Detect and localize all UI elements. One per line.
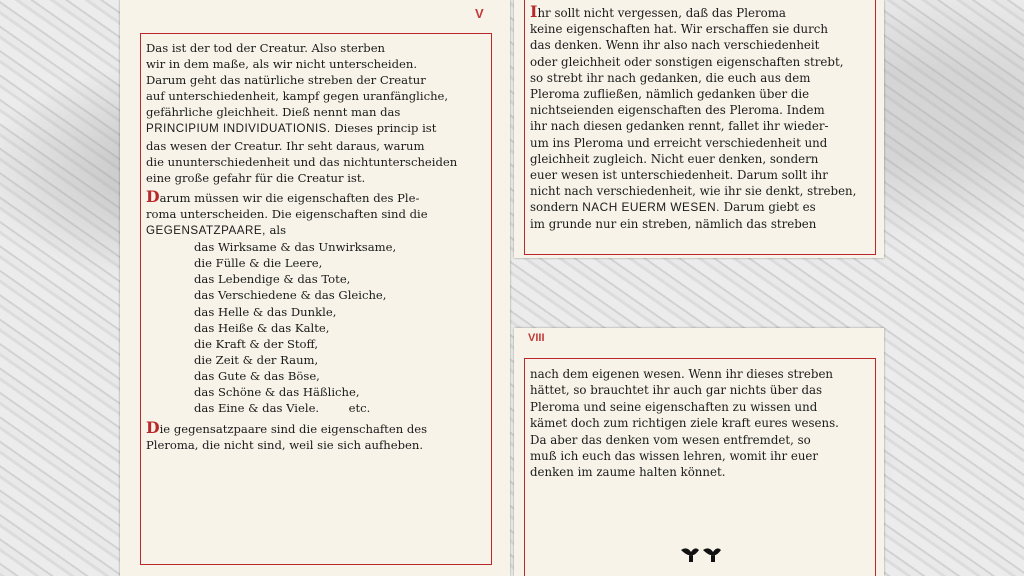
text-fragment: sondern — [530, 200, 583, 215]
list-item: die Zeit & der Raum, — [194, 352, 319, 367]
text-line: so strebt ihr nach gedanken, die euch aus dem — [530, 70, 811, 85]
page-number: VIII — [528, 332, 545, 344]
text-line — [146, 186, 457, 206]
small-caps-term: NACH EUERM WESEN. — [582, 200, 720, 215]
text-line: denken im zaume halten könnet. — [530, 465, 726, 480]
red-initial: D — [146, 186, 160, 206]
text-line: Pleroma und seine eigenschaften zu wissen und — [530, 399, 818, 414]
text-line: keine eigenschaften hat. Wir erschaffen sie durch — [530, 22, 828, 37]
text-line: wir in dem maße, als wir nicht unterscheiden. — [146, 57, 418, 72]
list-item: das Verschiedene & das Gleiche, — [194, 288, 387, 303]
page-number: V — [475, 6, 484, 21]
text-line: muß ich euch das wissen lehren, womit ihr euer — [530, 449, 819, 464]
text-fragment: Darum giebt es — [719, 200, 816, 215]
text-line: Pleroma zufließen, nämlich gedanken über die — [530, 87, 810, 102]
list-item: die Kraft & der Stoff, — [194, 336, 319, 351]
text-line — [530, 2, 856, 21]
list-item: die Fülle & die Leere, — [194, 256, 323, 271]
text-fragment: als — [265, 223, 287, 238]
left-page — [120, 0, 510, 576]
text-line: die ununterschiedenheit und das nichtunterscheiden — [146, 154, 458, 169]
list-item: das Schöne & das Häßliche, — [194, 384, 360, 399]
left-page-text — [146, 40, 457, 453]
text-line: gefährliche gleichheit. Dieß nennt man das — [146, 105, 401, 120]
text-line: hättet, so brauchtet ihr auch gar nichts über das — [530, 383, 823, 398]
bottom-right-page-text — [530, 366, 839, 481]
list-item: das Lebendige & das Tote, — [194, 272, 351, 287]
text-line: eine große gefahr für die Creatur ist. — [146, 170, 366, 185]
text-fragment: arum müssen wir die eigenschaften des Ple- — [159, 190, 420, 205]
text-fragment: Dieses princip ist — [330, 121, 437, 136]
text-line: nichtseienden eigenschaften des Pleroma. Indem — [530, 103, 825, 118]
top-right-page — [514, 0, 884, 258]
text-line: nach dem eigenen wesen. Wenn ihr dieses streben — [530, 367, 834, 381]
text-line: Da aber das denken vom wesen entfremdet, so — [530, 432, 811, 447]
text-line: oder gleichheit oder sonstigen eigenschaften strebt, — [530, 54, 844, 69]
text-line — [146, 222, 457, 239]
list-item: das Helle & das Dunkle, — [194, 304, 337, 319]
text-line: ihr nach diesen gedanken rennt, fallet ihr wieder- — [530, 119, 829, 134]
text-line: kämet doch zum richtigen ziele kraft eures wesens. — [530, 416, 839, 431]
text-line: um ins Pleroma und erreicht verschiedenheit und — [530, 135, 828, 150]
small-caps-term: PRINCIPIUM INDIVIDUATIONIS. — [146, 122, 331, 136]
list-item: das Eine & das Viele. etc. — [194, 401, 371, 416]
fleuron-ornament-icon — [679, 546, 723, 564]
text-fragment: hr sollt nicht vergessen, daß das Pleroma — [537, 6, 786, 20]
text-line: Das ist der tod der Creatur. Also sterben — [146, 41, 386, 55]
list-item: das Gute & das Böse, — [194, 368, 320, 383]
text-line: nicht nach verschiedenheit, wie ihr sie denkt, streben, — [530, 184, 857, 199]
pairs-list — [146, 239, 457, 416]
text-line: auf unterschiedenheit, kampf gegen uranfängliche, — [146, 89, 449, 104]
text-line: das wesen der Creatur. Ihr seht daraus, warum — [146, 138, 425, 153]
list-item: das Heiße & das Kalte, — [194, 320, 330, 335]
small-caps-term: GEGENSATZPAARE, — [146, 224, 266, 238]
text-fragment: ie gegensatzpaare sind die eigenschaften des — [159, 422, 428, 437]
red-initial: I — [530, 2, 538, 21]
text-line: roma unterscheiden. Die eigenschaften sind die — [146, 206, 428, 221]
text-line: Pleroma, die nicht sind, weil sie sich aufheben. — [146, 438, 424, 453]
text-line: im grunde nur ein streben, nämlich das streben — [530, 216, 817, 231]
top-right-page-text — [530, 2, 857, 232]
text-line: Darum geht das natürliche streben der Creatur — [146, 73, 426, 88]
text-line: euer wesen ist unterschiedenheit. Darum sollt ihr — [530, 168, 828, 183]
text-line — [530, 199, 856, 215]
text-line: das denken. Wenn ihr also nach verschiedenheit — [530, 38, 820, 53]
bottom-right-page — [514, 328, 884, 576]
red-initial: D — [146, 418, 160, 438]
list-item: das Wirksame & das Unwirksame, — [194, 240, 397, 255]
text-line — [146, 120, 457, 137]
text-line: gleichheit zugleich. Nicht euer denken, sondern — [530, 151, 819, 166]
text-line — [146, 418, 457, 438]
